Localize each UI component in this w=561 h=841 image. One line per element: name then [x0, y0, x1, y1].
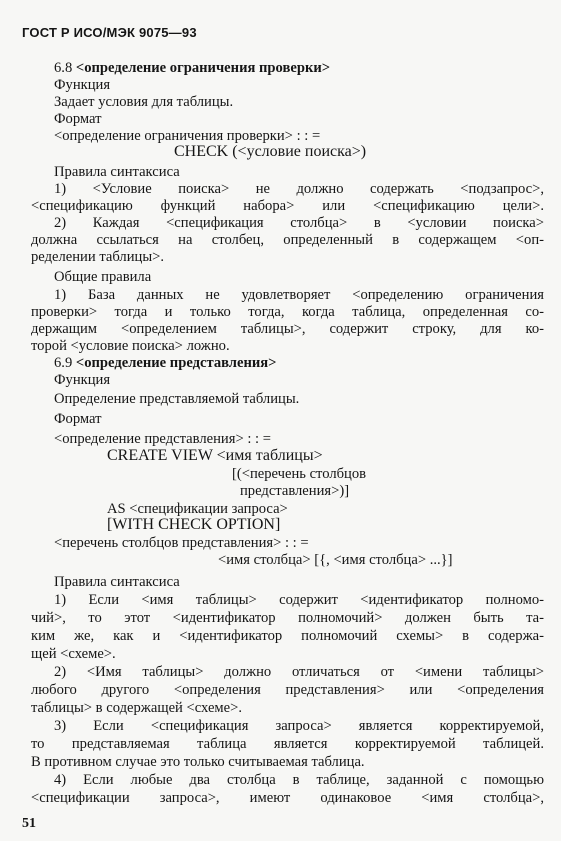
- s69-format-line: <перечень столбцов представления> : : =: [54, 535, 309, 551]
- s68-syntax-label: Правила синтаксиса: [54, 164, 180, 180]
- s68-general-line: проверки> тогда и только тогда, когда таблица, определенная со-: [31, 304, 544, 320]
- s69-syntax-line: 2) <Имя таблицы> должно отличаться от <имени таблицы>: [54, 664, 544, 680]
- s69-format-line: [(<перечень столбцов: [232, 466, 367, 482]
- section-6-8-title: <определение ограничения проверки>: [75, 60, 331, 76]
- s68-general-line: торой <условие поиска> ложно.: [31, 338, 230, 354]
- section-6-9-title: <определение представления>: [75, 355, 277, 371]
- s68-format-line: CHECK (<условие поиска>): [174, 143, 367, 160]
- section-6-9-heading: [54, 355, 277, 372]
- section-6-8-heading: [54, 60, 330, 77]
- s68-function-text: Задает условия для таблицы.: [54, 94, 234, 110]
- page-number: 51: [22, 816, 36, 831]
- s68-syntax-line: 2) Каждая <спецификация столбца> в <условии поиска>: [54, 215, 544, 231]
- s69-syntax-line: щей <схеме>.: [31, 646, 116, 662]
- s69-function-label: Функция: [54, 372, 111, 388]
- s69-format-line: AS <спецификации запроса>: [107, 501, 288, 517]
- s69-syntax-line: <спецификации запроса>, имеют одинаковое <имя столбца>,: [31, 790, 544, 806]
- s69-syntax-label: Правила синтаксиса: [54, 574, 180, 590]
- s69-format-line: представления>)]: [240, 483, 350, 499]
- s69-format-line: <определение представления> : : =: [54, 431, 271, 447]
- s69-syntax-line: таблицы> в содержащей <схеме>.: [31, 700, 243, 716]
- s68-syntax-line: <спецификацию функций набора> или <спецификацию цели>.: [31, 198, 544, 214]
- s69-format-line: [WITH CHECK OPTION]: [107, 516, 281, 533]
- s69-syntax-line: чий>, то этот <идентификатор полномочий> должен быть та-: [31, 610, 544, 626]
- s69-syntax-line: 3) Если <спецификация запроса> является корректируемой,: [54, 718, 544, 734]
- s69-syntax-line: 4) Если любые два столбца в таблице, заданной с помощью: [54, 772, 544, 788]
- s69-syntax-line: 1) Если <имя таблицы> содержит <идентификатор полномо-: [54, 592, 544, 608]
- s69-format-label: Формат: [54, 411, 102, 427]
- s68-general-line: держащим <определением таблицы>, содержит строку, для ко-: [31, 321, 544, 337]
- running-header: ГОСТ Р ИСО/МЭК 9075—93: [22, 25, 197, 40]
- s69-syntax-line: ким же, как и <идентификатор полномочий схемы> в содержа-: [31, 628, 544, 644]
- s69-syntax-line: то представляемая таблица является корректируемой таблицей.: [31, 736, 544, 752]
- s69-format-line: <имя столбца> [{, <имя столбца> ...}]: [218, 552, 453, 568]
- s68-syntax-line: должна ссылаться на столбец, определенный в содержащем <оп-: [31, 232, 544, 248]
- s68-general-label: Общие правила: [54, 269, 152, 285]
- s68-general-line: 1) База данных не удовлетворяет <определению ограничения: [54, 287, 544, 303]
- s69-syntax-line: В противном случае это только считываемая таблица.: [31, 754, 365, 770]
- s69-function-text: Определение представляемой таблицы.: [54, 391, 300, 407]
- s68-function-label: Функция: [54, 77, 111, 93]
- s68-syntax-line: 1) <Условие поиска> не должно содержать <подзапрос>,: [54, 181, 544, 197]
- s69-format-line: CREATE VIEW <имя таблицы>: [107, 447, 323, 464]
- s69-syntax-line: любого другого <определения представления> или <определения: [31, 682, 544, 698]
- section-6-8-number: 6.8: [54, 60, 73, 76]
- s68-format-line: <определение ограничения проверки> : : =: [54, 128, 321, 144]
- s68-syntax-line: ределении таблицы>.: [31, 249, 165, 265]
- section-6-9-number: 6.9: [54, 355, 73, 371]
- s68-format-label: Формат: [54, 111, 102, 127]
